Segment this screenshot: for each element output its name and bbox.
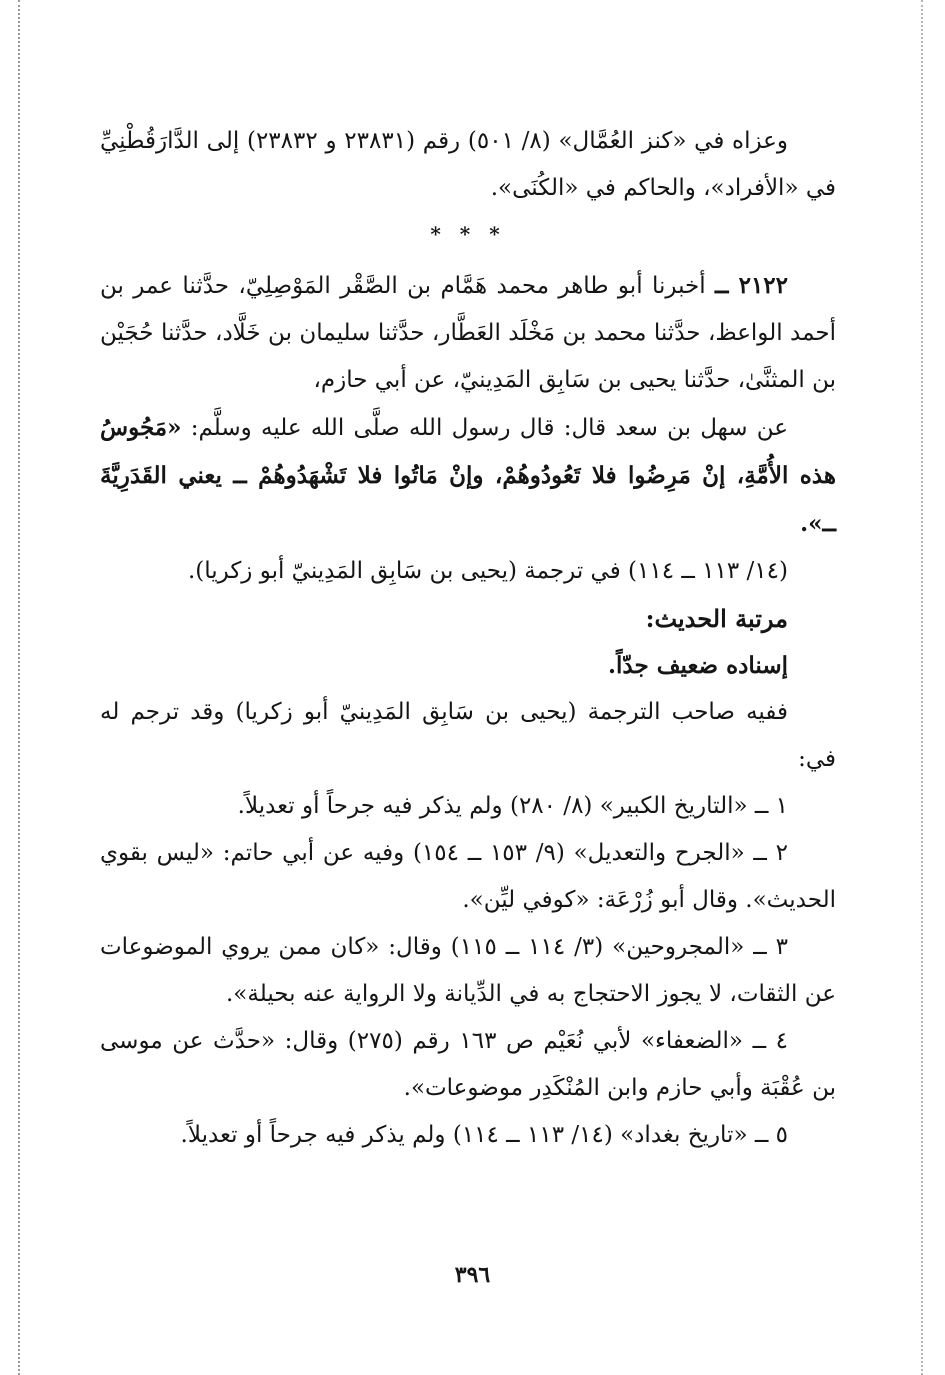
section-separator: * * * (430, 222, 506, 246)
list-item: ٣ ــ «المجروحين» (٣/ ١١٤ ــ ١١٥) وقال: «كان ممن يروي الموضوعات عن الثقات، لا يجوز الاحتجاج به في الدِّيانة ولا الرواية عنه بحيلة». (100, 934, 836, 1007)
hadith-chain (100, 262, 836, 404)
source-reference: (١٤/ ١١٣ ــ ١١٤) في ترجمة (يحيى بن سَابِق المَدِينيّ أبو زكريا). (187, 558, 788, 584)
section-title: مرتبة الحديث: (645, 604, 788, 633)
hadith-number: ٢١٢٢ ــ (715, 272, 789, 299)
list-item: ١ ــ «التاريخ الكبير» (٨/ ٢٨٠) ولم يذكر فيه جرحاً أو تعديلاً. (237, 793, 788, 819)
hadith-intro: عن سهل بن سعد قال: قال رسول الله صلَّى الله عليه وسلَّم: (190, 415, 788, 441)
chain-of-narration: أخبرنا أبو طاهر محمد هَمَّام بن الصَّقْر المَوْصِلِيّ، حدَّثنا عمر بن أحمد الواعظ، حدَّثنا محمد بن مَخْلَد العَطَّار، حدَّثنا سليمان بن خَلَّاد، حدَّثنا حُجَيْن بن المثنَّىٰ، حدَّثنا يحيى بن سَابِق المَدِينيّ، عن أبي حازم، (100, 273, 836, 393)
hadith-grade: إسناده ضعيف جدّاً. (608, 652, 788, 679)
list-item: ٤ ــ «الضعفاء» لأبي نُعَيْم ص ١٦٣ رقم (٢٧٥) وقال: «حدَّث عن موسى بن عُقْبَة وأبي حازم وابن المُنْكَدِر موضوعات». (100, 1028, 836, 1101)
hadith-text: «مَجُوسُ هذه الأُمَّةِ، إنْ مَرِضُوا فلا تَعُودُوهُمْ، وإنْ مَاتُوا فلا تَشْهَدُوهُمْ ــ يعني القَدَرِيَّةَ ــ». (100, 414, 836, 537)
explanation-paragraph: ففيه صاحب الترجمة (يحيى بن سَابِق المَدِينيّ أبو زكريا) وقد ترجم له في: (100, 699, 836, 772)
list-item: ٥ ــ «تاريخ بغداد» (١٤/ ١١٣ ــ ١١٤) ولم يذكر فيه جرحاً أو تعديلاً. (180, 1122, 788, 1148)
scan-edge-left (18, 0, 20, 1375)
scan-edge-right (921, 0, 923, 1375)
list-item: ٢ ــ «الجرح والتعديل» (٩/ ١٥٣ ــ ١٥٤) وفيه عن أبي حاتم: «ليس بقوي الحديث». وقال أبو زُرْعَة: «كوفي ليِّن». (100, 840, 836, 913)
page-body (100, 118, 836, 1159)
page-number: ٣٩٦ (454, 1262, 491, 1288)
hadith-paragraph (100, 404, 836, 548)
reference-paragraph: وعزاه في «كنز العُمَّال» (٨/ ٥٠١) رقم (٢٣٨٣١ و ٢٣٨٣٢) إلى الدَّارَقُطْنِيِّ في «الأفراد»، والحاكم في «الكُنَى». (100, 128, 836, 201)
